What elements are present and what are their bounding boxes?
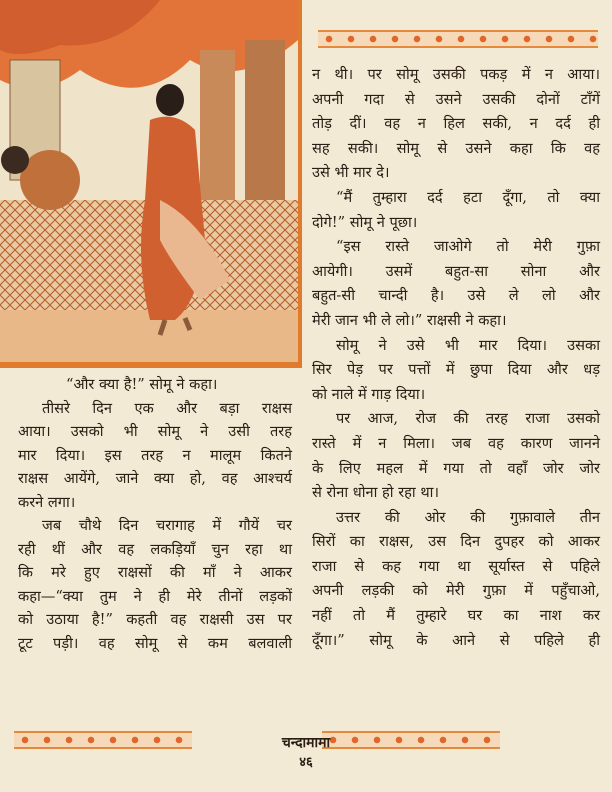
text-line: नहीं तो मैं तुम्हारे घर का नाश कर: [312, 607, 600, 625]
text-line: “इस रास्ते जाओगे तो मेरी गुफ़ा: [336, 238, 600, 256]
text-line: कहा—“क्या तुम ने ही मेरे तीनों लड़कों: [18, 587, 292, 605]
paragraph: [312, 506, 600, 654]
text-line: अपनी लड़की को मेरी गुफ़ा में पहुँचाओ,: [312, 582, 600, 600]
text-line: मेरी जान भी ले लो।” राक्षसी ने कहा।: [312, 311, 507, 329]
paragraph: [312, 63, 600, 186]
text-line: न थी। पर सोमू उसकी पकड़ में न आया।: [312, 66, 600, 83]
text-line: अपनी गदा से उसने उसकी दोनों टाँगें: [312, 90, 600, 108]
left-text-column: [18, 373, 292, 655]
text-line: सिरों का राक्षस, उस दिन दुपहर को आकर: [312, 533, 600, 551]
paragraph: [312, 235, 600, 333]
text-line: से रोना धोना हो रहा था।: [312, 484, 439, 502]
text-line: दोगे!” सोमू ने पूछा।: [312, 213, 418, 231]
right-text-column: [312, 63, 600, 653]
paragraph: [312, 186, 600, 235]
text-line: उसे भी मार दे।: [312, 164, 390, 182]
magazine-title: चन्दामामा: [281, 735, 331, 751]
text-line: उत्तर की ओर की गुफ़ावाले तीन: [336, 508, 600, 526]
text-line: के लिए महल में गया तो वहाँ जोर जोर: [312, 459, 600, 477]
text-line: पर आज, रोज की तरह राजा उसको: [336, 410, 600, 428]
text-line: को नाले में गाड़ दिया।: [312, 385, 426, 403]
page-number: ४६: [299, 755, 313, 770]
text-line: सिर पेड़ पर पत्तों में छुपा दिया और धड़: [312, 361, 600, 379]
text-line: टूट पड़ी। वह सोमू से कम बलवाली: [18, 634, 292, 652]
text-line: दूँगा।” सोमू के आने से पहिले ही: [312, 631, 600, 649]
text-line: राजा से कह गया था सूर्यास्त से पहिले: [312, 557, 600, 575]
story-illustration: [0, 0, 302, 368]
text-line: बहुत-सी चान्दी है। उसे ले लो और: [312, 287, 600, 305]
paragraph: [18, 397, 292, 515]
text-line: जब चौथे दिन चरागाह में गौयें चर: [42, 517, 292, 534]
paragraph: [312, 334, 600, 408]
paragraph: [312, 407, 600, 505]
text-line: कि मरे हुए राक्षसों की माँ ने आकर: [18, 564, 292, 581]
text-line: “मैं तुम्हारा दर्द हटा दूँगा, तो क्या: [336, 188, 600, 206]
text-line: आया। उसको भी सोमू ने उसी तरह: [18, 423, 292, 440]
text-line: मार दिया। इस तरह न मालूम कितने: [18, 446, 292, 464]
text-line: राक्षस आयेंगे, जाने क्या हो, वह आश्चर्य: [18, 470, 292, 487]
text-line: तोड़ दीं। वह न हिल सकी, न दर्द ही: [312, 115, 600, 133]
text-line: को उठाया है!” कहती वह राक्षसी उस पर: [18, 611, 292, 628]
text-line: सह सकी। सोमू से उसने कहा कि वह: [312, 139, 600, 157]
paragraph: [18, 373, 292, 397]
text-line: रही थीं और वह लकड़ियाँ चुन रहा था: [18, 540, 292, 558]
text-line: करने लगा।: [18, 493, 76, 511]
text-line: रास्ते में न मिला। जब वह कारण जानने: [312, 434, 600, 452]
text-line: तीसरे दिन एक और बड़ा राक्षस: [42, 399, 292, 417]
text-line: आयेगी। उसमें बहुत-सा सोना और: [312, 262, 600, 280]
text-line: “और क्या है!” सोमू ने कहा।: [66, 376, 218, 393]
text-line: सोमू ने उसे भी मार दिया। उसका: [336, 336, 600, 354]
top-decorative-border: [318, 30, 598, 48]
paragraph: [18, 514, 292, 655]
